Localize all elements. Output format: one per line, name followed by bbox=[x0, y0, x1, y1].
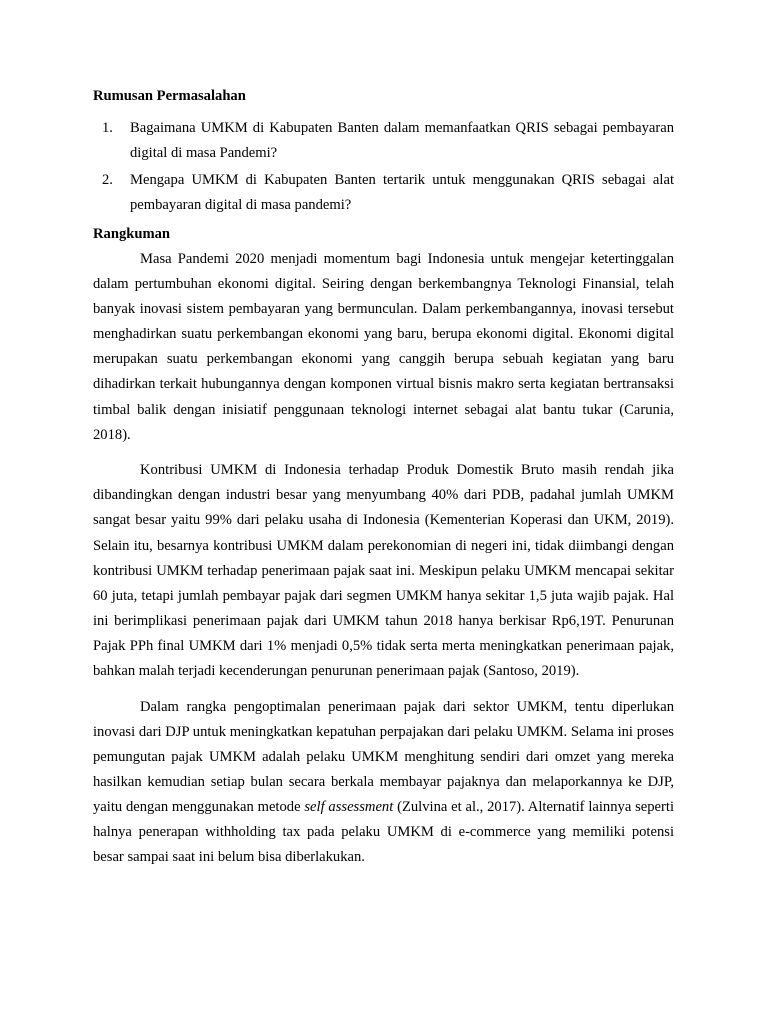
list-item bbox=[93, 116, 674, 166]
section-heading-rumusan-permasalahan: Rumusan Permasalahan bbox=[93, 88, 246, 104]
list-item-number: 1. bbox=[102, 120, 113, 136]
paragraph-3 bbox=[93, 695, 674, 871]
list-item-text: Mengapa UMKM di Kabupaten Banten tertarik untuk menggunakan QRIS sebagai alat pembayaran digital di masa pandemi? bbox=[130, 172, 674, 213]
list-item-number: 2. bbox=[102, 172, 113, 188]
section-heading-rangkuman: Rangkuman bbox=[93, 226, 171, 242]
list-item-text: Bagaimana UMKM di Kabupaten Banten dalam memanfaatkan QRIS sebagai pembayaran digital di masa Pandemi? bbox=[130, 120, 674, 161]
paragraph-2: Kontribusi UMKM di Indonesia terhadap Produk Domestik Bruto masih rendah jika dibandingkan dengan industri besar yang menyumbang 40% dari PDB, padahal jumlah UMKM sangat besar yaitu 99% dari pelaku usaha di Indonesia (Kementerian Koperasi dan UKM, 2019). Selain itu, besarnya kontribusi UMKM dalam perekonomian di negeri ini, tidak diimbangi dengan kontribusi UMKM terhadap penerimaan pajak saat ini. Meskipun pelaku UMKM mencapai sekitar 60 juta, tetapi jumlah pembayar pajak dari segmen UMKM hanya sekitar 1,5 juta wajib pajak. Hal ini berimplikasi penerimaan pajak dari UMKM tahun 2018 hanya berkisar Rp6,19T. Penurunan Pajak PPh final UMKM dari 1% menjadi 0,5% tidak serta merta meningkatkan penerimaan pajak, bahkan malah terjadi kecenderungan penurunan penerimaan pajak (Santoso, 2019). bbox=[93, 462, 674, 679]
summary-body bbox=[93, 247, 674, 870]
paragraph-3-text-end: (Zulvina et al., 2017). Alternatif lainnya seperti halnya penerapan withholding tax pada pelaku UMKM di e-commerce yang memiliki potensi besar sampai saat ini belum bisa diberlakukan. bbox=[93, 798, 674, 866]
problem-list bbox=[93, 116, 674, 218]
paragraph-3-text-start: Dalam rangka pengoptimalan penerimaan pajak dari sektor UMKM, tentu diperlukan inovasi dari DJP untuk meningkatkan kepatuhan perpajakan dari pelaku UMKM. Selama ini proses pemungutan pajak UMKM adalah pelaku UMKM menghitung sendiri dari omzet yang mereka hasilkan kemudian setiap bulan secara berkala membayar pajaknya dan melaporkannya ke DJP, yaitu dengan menggunakan metode bbox=[93, 698, 674, 815]
paragraph-3-italic-term: self assessment bbox=[304, 798, 394, 815]
list-item bbox=[93, 168, 674, 218]
paragraph-1: Masa Pandemi 2020 menjadi momentum bagi Indonesia untuk mengejar ketertinggalan dalam pertumbuhan ekonomi digital. Seiring dengan berkembangnya Teknologi Finansial, telah banyak inovasi sistem pembayaran yang bermunculan. Dalam perkembangannya, inovasi tersebut menghadirkan suatu perkembangan ekonomi yang baru, berupa ekonomi digital. Ekonomi digital merupakan suatu perkembangan ekonomi yang canggih berupa sebuah kegiatan yang baru dihadirkan terkait hubungannya dengan komponen virtual bisnis makro serta kegiatan bertransaksi timbal balik dengan inisiatif penggunaan teknologi internet sebagai alat bantu tukar (Carunia, 2018). bbox=[93, 251, 674, 443]
